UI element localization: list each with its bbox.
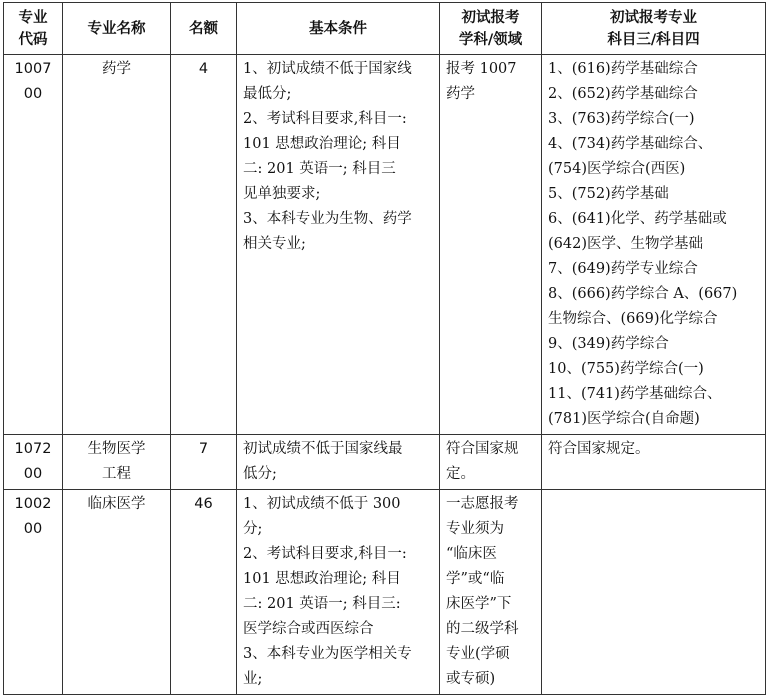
subject-line: 符合国家规 — [446, 441, 519, 457]
subject-line: 报考 1007 — [446, 61, 517, 77]
header-subject-line: 初试报考 — [461, 9, 520, 26]
table-row — [4, 435, 766, 490]
exam-line: 7、(649)药学专业综合 — [548, 261, 698, 277]
requirement-line: 101 思想政治理论; 科目 — [243, 136, 401, 152]
exam-line: 符合国家规定。 — [548, 441, 650, 457]
program-requirements — [237, 435, 440, 490]
subject-line: 床医学”下 — [446, 596, 512, 612]
requirement-line: 业; — [243, 671, 263, 687]
program-exams — [542, 55, 766, 435]
requirement-line: 相关专业; — [243, 236, 306, 252]
header-subject-line: 学科/领域 — [458, 31, 523, 48]
header-exams-line: 科目三/科目四 — [607, 31, 700, 48]
requirement-line: 2、考试科目要求,科目一: — [243, 111, 407, 127]
exam-line: 1、(616)药学基础综合 — [548, 61, 698, 77]
exam-line: (642)医学、生物学基础 — [548, 236, 703, 252]
exam-line: 8、(666)药学综合 A、(667) — [548, 286, 738, 302]
subject-line: 药学 — [446, 86, 475, 102]
exam-line: 3、(763)药学综合(一) — [548, 111, 695, 127]
exam-line: 9、(349)药学综合 — [548, 336, 669, 352]
subject-line: 的二级学科 — [446, 621, 519, 637]
exam-line: 10、(755)药学综合(一) — [548, 361, 704, 377]
requirement-line: 二: 201 英语一; 科目三 — [243, 161, 396, 177]
header-requirements: 基本条件 — [237, 3, 440, 55]
requirement-line: 1、初试成绩不低于 300 — [243, 496, 401, 512]
header-subject — [440, 3, 542, 55]
subject-line: 学”或“临 — [446, 571, 505, 587]
exam-line: 5、(752)药学基础 — [548, 186, 669, 202]
subject-line: 一志愿报考 — [446, 496, 519, 512]
subject-line: 或专硕) — [446, 671, 496, 687]
requirement-line: 初试成绩不低于国家线最 — [243, 441, 403, 457]
requirement-line: 2、考试科目要求,科目一: — [243, 546, 407, 562]
program-name-line: 生物医学 — [87, 441, 146, 457]
exam-line: (754)医学综合(西医) — [548, 161, 686, 177]
subject-line: “临床医 — [446, 546, 497, 562]
program-code: 107200 — [4, 435, 63, 490]
requirement-line: 医学综合或西医综合 — [243, 621, 374, 637]
program-exams — [542, 490, 766, 695]
requirement-line: 3、本科专业为生物、药学 — [243, 211, 412, 227]
program-exams — [542, 435, 766, 490]
header-exams-line: 初试报考专业 — [610, 9, 697, 26]
program-quota: 7 — [171, 435, 237, 490]
program-code: 100700 — [4, 55, 63, 435]
requirement-line: 低分; — [243, 466, 277, 482]
requirement-line: 1、初试成绩不低于国家线 — [243, 61, 412, 77]
program-quota: 4 — [171, 55, 237, 435]
program-code: 100200 — [4, 490, 63, 695]
subject-line: 专业(学硕 — [446, 646, 510, 662]
program-subject — [440, 490, 542, 695]
program-quota: 46 — [171, 490, 237, 695]
table-row — [4, 55, 766, 435]
program-name — [63, 435, 171, 490]
requirement-line: 二: 201 英语一; 科目三: — [243, 596, 401, 612]
exam-line: 2、(652)药学基础综合 — [548, 86, 698, 102]
program-name: 药学 — [63, 55, 171, 435]
header-row — [4, 3, 766, 55]
requirement-line: 最低分; — [243, 86, 292, 102]
subject-line: 定。 — [446, 466, 475, 482]
header-quota: 名额 — [171, 3, 237, 55]
program-requirements — [237, 55, 440, 435]
header-code — [4, 3, 63, 55]
program-name: 临床医学 — [63, 490, 171, 695]
program-name-line: 工程 — [102, 466, 131, 482]
header-name: 专业名称 — [63, 3, 171, 55]
admissions-table — [3, 2, 766, 695]
exam-line: 生物综合、(669)化学综合 — [548, 311, 718, 327]
exam-line: 6、(641)化学、药学基础或 — [548, 211, 727, 227]
subject-line: 专业须为 — [446, 521, 504, 537]
table-row — [4, 490, 766, 695]
program-requirements — [237, 490, 440, 695]
requirement-line: 3、本科专业为医学相关专 — [243, 646, 412, 662]
header-exams — [542, 3, 766, 55]
requirement-line: 见单独要求; — [243, 186, 321, 202]
program-subject — [440, 435, 542, 490]
requirement-line: 分; — [243, 521, 263, 537]
exam-line: 11、(741)药学基础综合、 — [548, 386, 722, 402]
requirement-line: 101 思想政治理论; 科目 — [243, 571, 401, 587]
exam-line: 4、(734)药学基础综合、 — [548, 136, 713, 152]
header-code-line: 专业 — [18, 9, 48, 26]
program-subject — [440, 55, 542, 435]
exam-line: (781)医学综合(自命题) — [548, 411, 700, 427]
header-code-line: 代码 — [18, 31, 48, 48]
admissions-table-wrapper — [3, 2, 766, 695]
